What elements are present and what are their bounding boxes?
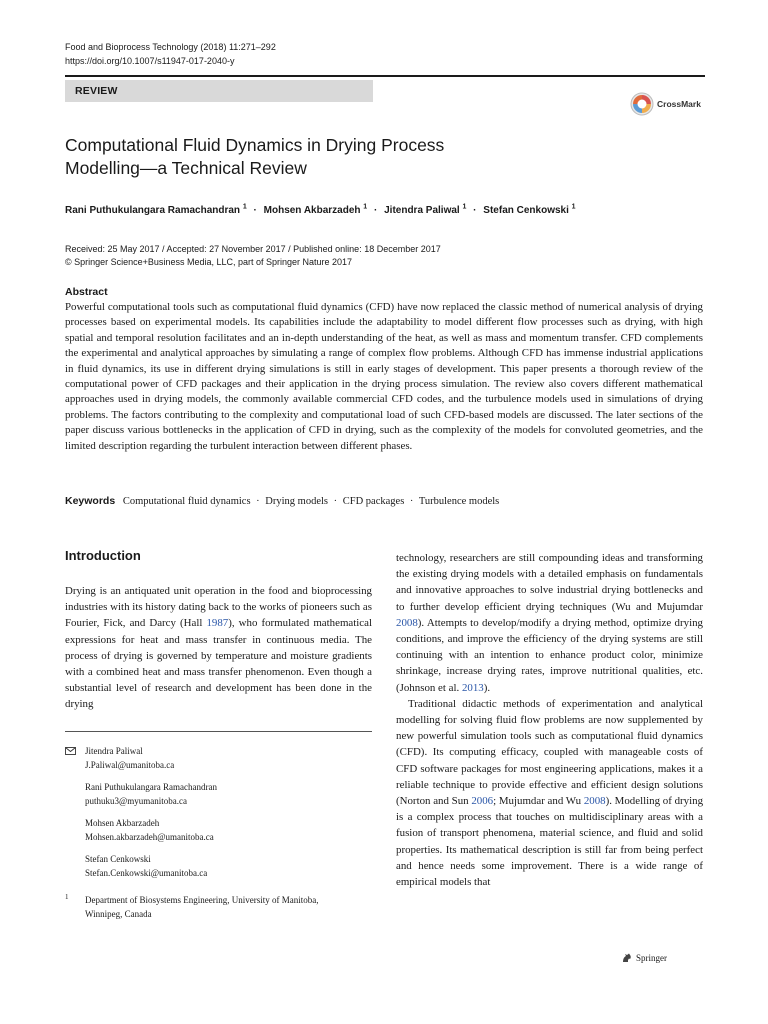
publisher-name: Springer [636, 953, 667, 963]
keyword-separator: · [333, 496, 338, 507]
contact-block [85, 817, 372, 844]
doi-link[interactable]: https://doi.org/10.1007/s11947-017-2040-y [65, 56, 235, 66]
contact-name: Jitendra Paliwal [85, 746, 143, 756]
affiliation-text [85, 894, 372, 921]
envelope-icon [65, 747, 76, 755]
affiliation-line: Department of Biosystems Engineering, University of Manitoba, [85, 895, 319, 905]
author-name[interactable]: Stefan Cenkowski [483, 205, 569, 216]
contact-email[interactable]: J.Paliwal@umanitoba.ca [85, 759, 175, 770]
abstract-body: Powerful computational tools such as computational fluid dynamics (CFD) have now replaced the classic method of numerical analysis of drying processes based on experimental models. Its capabilities include the adaptability to model different flow processes such as drying, with high spatial and temporal resolution facilitates and an in-depth understanding of the heat, as well as mass and momentum transfer. CFD complements the experimental and analytical approaches by simulating a range of complex flow problems. Although CFD has immense industrial applications in fluid dynamics, its use in different drying simulations is still in early stages of development. This paper presents a thorough review of the computational power of CFD packages and their application in the drying process simulation. The review also covers different mathematical approaches used in drying models, the commonly available commercial CFD codes, and the turbulence models used in simulations of drying problems. The factors contributing to the complexity and computational load of such CFD-based models are discussed. The later sections of the paper discuss various bottlenecks in the application of CFD in drying, such as the complexity of the models for convoluted geometries, and the limited description regarding the turbulent interaction between different phases. [65, 301, 703, 452]
abstract-heading: Abstract [65, 286, 108, 298]
citation-link[interactable]: 2006 [471, 795, 494, 808]
text-run: ). Attempts to develop/modify a drying method, optimize drying conditions, and improve the efficiency of the drying systems are still continuing with an intention to enhance product color, minimize shrinkage, increase drying rates, improve nutritional qualities, etc. (Johnson et al. [396, 616, 703, 694]
citation-link[interactable]: 1987 [206, 617, 229, 630]
contact-name: Rani Puthukulangara Ramachandran [85, 782, 217, 792]
author-name[interactable]: Jitendra Paliwal [384, 205, 460, 216]
contact-name: Stefan Cenkowski [85, 854, 151, 864]
contact-name: Mohsen Akbarzadeh [85, 818, 160, 828]
text-run: ), who formulated mathematical expressions for heat and mass transfer in continuous media. The process of drying is governed by temperature and moisture gradients with a combined heat and mass transfer phenomenon. Even though a substantial level of research and development has been done in the drying [65, 617, 372, 711]
crossmark-badge[interactable] [630, 92, 701, 116]
intro-paragraph [396, 550, 703, 696]
crossmark-icon [630, 92, 654, 116]
contact-email[interactable]: Mohsen.akbarzadeh@umanitoba.ca [85, 831, 214, 842]
keyword-item: Turbulence models [418, 496, 500, 507]
text-run: ; Mujumdar and Wu [493, 795, 584, 808]
header-rule [65, 75, 705, 77]
intro-paragraph [396, 696, 703, 890]
intro-right-column [396, 550, 703, 890]
keywords [65, 494, 499, 509]
keyword-separator: · [256, 496, 260, 507]
citation-link[interactable]: 2013 [461, 681, 484, 694]
intro-left-paragraph [65, 583, 372, 713]
text-run: technology, researchers are still compounding ideas and transforming the existing drying models with a detailed emphasis on fundamentals and innovative approaches to solve industrial drying bottlenecks and to further develop efficient drying techniques (Wu and Mujumdar [396, 552, 703, 613]
author-affiliation-marker: 1 [363, 203, 368, 211]
copyright-notice: © Springer Science+Business Media, LLC, part of Springer Nature 2017 [65, 257, 353, 267]
article-title [65, 134, 665, 180]
citation-link[interactable]: 2008 [396, 616, 418, 629]
text-run: ). Modelling of drying is a complex process that touches on multidisciplinary areas with a fusion of transport phenomena, material science, and fluid and solid properties. Its mathematical description is still far from being perfect and hence needs some improvement. There is a wide range of empirical models that [396, 795, 704, 889]
title-line-2: Modelling—a Technical Review [65, 158, 307, 178]
author-name[interactable]: Rani Puthukulangara Ramachandran [65, 205, 241, 216]
affiliation-line: Winnipeg, Canada [85, 908, 152, 919]
contact-block [85, 781, 372, 808]
crossmark-label: CrossMark [657, 99, 701, 109]
author-affiliation-marker: 1 [462, 203, 467, 211]
text-run: Drying is an antiquated unit operation in the food and bioprocessing industries with its history dating back to the works of pioneers such as Fourier, Fick, and Darcy (Hall [65, 585, 372, 630]
keyword-item: Computational fluid dynamics [122, 496, 251, 507]
keyword-item: CFD packages [342, 496, 405, 507]
text-run: Traditional didactic methods of experimentation and analytical modelling for solving fluid flow problems are now supplemented by new powerful simulation tools such as computational fluid dynamics (CFD). Its computing efficacy, coupled with manageable costs of CFD software packages for most engineering applications, makes it a reliable technique to provide effective and efficient design solutions (Norton and Sun [396, 697, 703, 808]
affiliation-number: 1 [65, 893, 69, 901]
author-separator: · [473, 205, 477, 216]
journal-line: Food and Bioprocess Technology (2018) 11:271–292 [65, 42, 276, 52]
affiliation-note [65, 894, 372, 921]
text-run: ). [483, 681, 491, 694]
title-line-1: Computational Fluid Dynamics in Drying Process [65, 135, 445, 155]
author-list [65, 204, 576, 218]
author-name[interactable]: Mohsen Akbarzadeh [263, 205, 361, 216]
contact-email[interactable]: Stefan.Cenkowski@umanitoba.ca [85, 867, 208, 878]
journal-citation [65, 40, 276, 68]
corresponding-author [85, 745, 372, 772]
author-affiliation-marker: 1 [242, 203, 247, 211]
contact-block [85, 853, 372, 880]
publication-dates: Received: 25 May 2017 / Accepted: 27 November 2017 / Published online: 18 December 2017 [65, 244, 441, 254]
keyword-separator: · [409, 496, 414, 507]
keywords-label: Keywords [65, 495, 116, 507]
keyword-item: Drying models [265, 496, 328, 507]
citation-link[interactable]: 2008 [583, 795, 606, 808]
introduction-heading: Introduction [65, 548, 141, 563]
author-separator: · [253, 205, 257, 216]
springer-horse-icon [621, 952, 633, 964]
footnote-rule [65, 731, 372, 732]
article-type-banner: REVIEW [65, 80, 373, 102]
publisher-logo [621, 952, 667, 964]
author-separator: · [373, 205, 378, 216]
author-affiliation-marker: 1 [571, 203, 576, 211]
contact-email[interactable]: puthuku3@myumanitoba.ca [85, 795, 188, 806]
footnotes [65, 745, 372, 921]
